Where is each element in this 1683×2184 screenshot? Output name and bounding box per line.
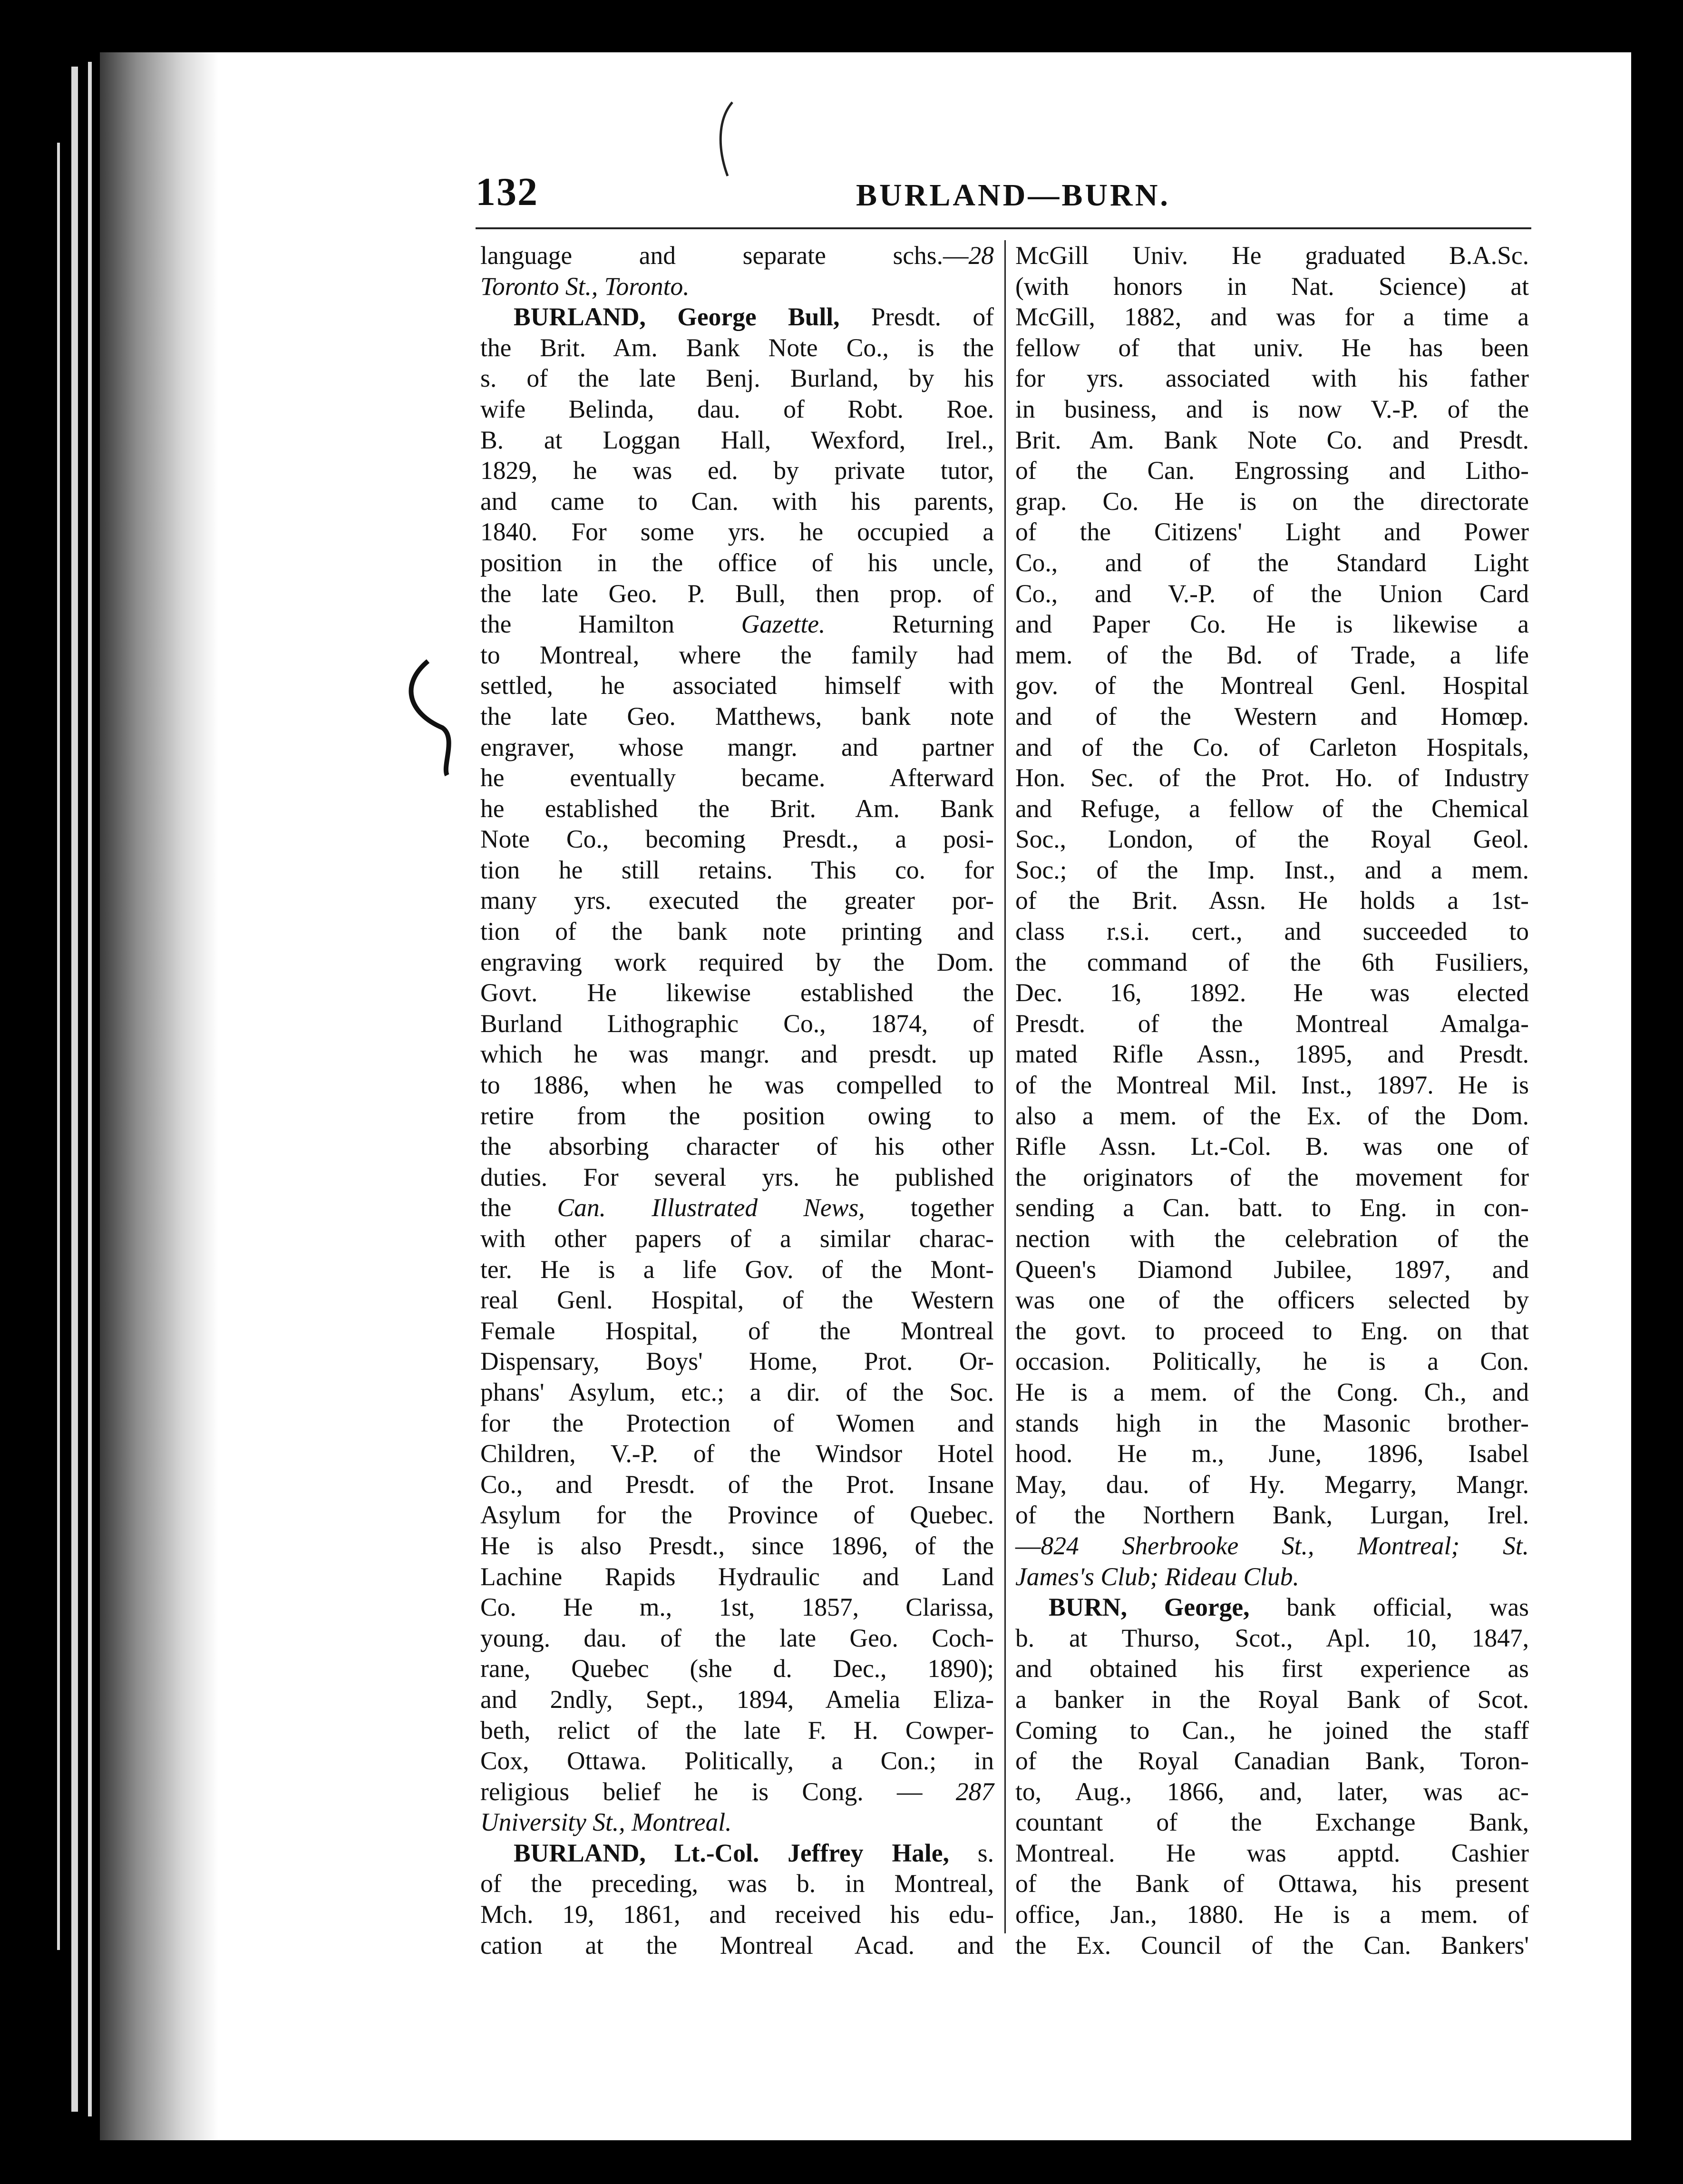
line-text: and Refuge, a fellow of the Chemical [1015, 794, 1529, 823]
text-line [1015, 1684, 1529, 1715]
text-line [1015, 1776, 1529, 1807]
line-text: — [1015, 1531, 1041, 1560]
text-line [480, 947, 994, 978]
text-line [1015, 1531, 1529, 1561]
line-text: May, dau. of Hy. Megarry, Mangr. [1015, 1470, 1529, 1499]
line-text: Rifle Assn. Lt.-Col. B. was one of [1015, 1132, 1529, 1161]
line-text: Presdt. of the Montreal Amalga- [1015, 1009, 1529, 1038]
line-text: occasion. Politically, he is a Con. [1015, 1347, 1529, 1376]
line-text: B. at Loggan Hall, Wexford, Irel., [480, 425, 994, 454]
text-line [1015, 701, 1529, 732]
text-line [480, 1715, 994, 1746]
line-text: with other papers of a similar charac- [480, 1224, 994, 1253]
text-line [1015, 1008, 1529, 1039]
line-text: of the Citizens' Light and Power [1015, 517, 1529, 546]
line-text: phans' Asylum, etc.; a dir. of the Soc. [480, 1377, 994, 1406]
italic-text: Gazette. [741, 610, 826, 639]
entry-name: BURN, George, [1049, 1593, 1250, 1622]
line-text: position in the office of his uncle, [480, 548, 994, 577]
line-text: beth, relict of the late F. H. Cowper- [480, 1716, 994, 1745]
line-text: s. of the late Benj. Burland, by his [480, 364, 994, 393]
line-text: and of the Western and Homœp. [1015, 702, 1529, 731]
text-line [480, 1008, 994, 1039]
text-line [1015, 793, 1529, 824]
text-line [1015, 1438, 1529, 1469]
line-text: for yrs. associated with his father [1015, 364, 1529, 393]
running-head: BURLAND—BURN. [856, 178, 1170, 213]
line-text: retire from the position owing to [480, 1101, 994, 1130]
line-text: (with honors in Nat. Science) at [1015, 272, 1529, 301]
line-text: the command of the 6th Fusiliers, [1015, 947, 1529, 976]
text-line [1015, 517, 1529, 547]
text-line [480, 363, 994, 394]
line-text: Montreal. He was apptd. Cashier [1015, 1838, 1529, 1867]
text-line [1015, 1899, 1529, 1930]
text-line [480, 885, 994, 916]
line-text: the late Geo. Matthews, bank note [480, 702, 994, 731]
right-column [1015, 240, 1529, 1960]
text-line [1015, 1408, 1529, 1439]
line-text: language and separate schs.— [480, 241, 969, 270]
text-line [480, 1838, 994, 1869]
line-text: b. at Thurso, Scot., Apl. 10, 1847, [1015, 1623, 1529, 1652]
italic-text: 824 Sherbrooke St., Montreal; St. [1041, 1531, 1529, 1560]
line-text: Cox, Ottawa. Politically, a Con.; in [480, 1746, 994, 1775]
line-text: of the Bank of Ottawa, his present [1015, 1869, 1529, 1898]
text-line [1015, 394, 1529, 425]
line-text: He is also Presdt., since 1896, of the [480, 1531, 994, 1560]
text-line [1015, 947, 1529, 978]
line-text: engraving work required by the Dom. [480, 947, 994, 976]
text-line [1015, 547, 1529, 578]
text-line [480, 1531, 994, 1561]
line-text: Co., and of the Standard Light [1015, 548, 1529, 577]
text-line [480, 1868, 994, 1899]
line-text: of the preceding, was b. in Montreal, [480, 1869, 994, 1898]
italic-text: University St., Montreal. [480, 1808, 732, 1837]
italic-text: 28 [968, 241, 994, 270]
text-line [480, 425, 994, 456]
line-text: the [480, 1193, 557, 1222]
line-text: settled, he associated himself with [480, 671, 994, 700]
text-line [1015, 1162, 1529, 1193]
line-text: engraver, whose mangr. and partner [480, 732, 994, 761]
text-line [480, 1500, 994, 1531]
line-text: Presdt. of [839, 302, 994, 332]
line-text: hood. He m., June, 1896, Isabel [1015, 1439, 1529, 1468]
line-text: to Montreal, where the family had [480, 640, 994, 669]
text-line [1015, 1101, 1529, 1131]
line-text: of the Can. Engrossing and Litho- [1015, 456, 1529, 485]
line-text: He is a mem. of the Cong. Ch., and [1015, 1377, 1529, 1406]
line-text: was one of the officers selected by [1015, 1286, 1529, 1315]
line-text: the Brit. Am. Bank Note Co., is the [480, 333, 994, 362]
text-line [480, 1899, 994, 1930]
text-line [1015, 977, 1529, 1008]
text-line [480, 1254, 994, 1285]
line-text: together [865, 1193, 994, 1222]
line-text: Note Co., becoming Presdt., a posi- [480, 825, 994, 854]
text-line [480, 793, 994, 824]
page-number: 132 [476, 170, 538, 214]
line-text: office, Jan., 1880. He is a mem. of [1015, 1900, 1529, 1929]
text-line [480, 547, 994, 578]
line-text: Soc., London, of the Royal Geol. [1015, 825, 1529, 854]
line-text: cation at the Montreal Acad. and [480, 1930, 994, 1960]
line-text: Lachine Rapids Hydraulic and Land [480, 1562, 994, 1591]
text-line [480, 1561, 994, 1592]
text-line [1015, 1285, 1529, 1316]
text-line [1015, 332, 1529, 363]
text-line [1015, 1715, 1529, 1746]
line-text: ter. He is a life Gov. of the Mont- [480, 1255, 994, 1284]
line-text: fellow of that univ. He has been [1015, 333, 1529, 362]
line-text: for the Protection of Women and [480, 1408, 994, 1437]
text-line [480, 1408, 994, 1439]
line-text: Female Hospital, of the Montreal [480, 1316, 994, 1345]
text-line [1015, 363, 1529, 394]
text-line [1015, 455, 1529, 486]
text-line [480, 1039, 994, 1070]
line-text: mem. of the Bd. of Trade, a life [1015, 640, 1529, 669]
text-line [480, 1592, 994, 1623]
text-line [480, 455, 994, 486]
line-text: nection with the celebration of the [1015, 1224, 1529, 1253]
text-line [480, 271, 994, 302]
text-line [1015, 670, 1529, 701]
line-text: duties. For several yrs. he published [480, 1162, 994, 1191]
text-line [1015, 1346, 1529, 1377]
line-text: he eventually became. Afterward [480, 763, 994, 792]
text-line [480, 332, 994, 363]
line-text: the late Geo. P. Bull, then prop. of [480, 579, 994, 608]
text-line [1015, 1653, 1529, 1684]
line-text: Coming to Can., he joined the staff [1015, 1716, 1529, 1745]
line-text: the Ex. Council of the Can. Bankers' [1015, 1930, 1529, 1960]
text-line [480, 609, 994, 640]
entry-name: BURLAND, Lt.-Col. Jeffrey Hale, [514, 1838, 949, 1867]
text-line [480, 517, 994, 547]
text-line [480, 1070, 994, 1101]
text-line [480, 1131, 994, 1162]
text-line [1015, 762, 1529, 793]
text-line [480, 486, 994, 517]
line-text: 1840. For some yrs. he occupied a [480, 517, 994, 546]
text-line [480, 1807, 994, 1838]
entry-name: BURLAND, George Bull, [514, 302, 840, 332]
line-text: and of the Co. of Carleton Hospitals, [1015, 732, 1529, 761]
line-text: and obtained his first experience as [1015, 1654, 1529, 1683]
line-text: McGill Univ. He graduated B.A.Sc. [1015, 241, 1529, 270]
line-text: Co., and Presdt. of the Prot. Insane [480, 1470, 994, 1499]
line-text: grap. Co. He is on the directorate [1015, 487, 1529, 516]
text-line [1015, 1316, 1529, 1346]
line-text: Dispensary, Boys' Home, Prot. Or- [480, 1347, 994, 1376]
italic-text: 287 [955, 1777, 994, 1806]
line-text: and Paper Co. He is likewise a [1015, 610, 1529, 639]
line-text: countant of the Exchange Bank, [1015, 1808, 1529, 1837]
line-text: 1829, he was ed. by private tutor, [480, 456, 994, 485]
text-line [480, 578, 994, 609]
line-text: mated Rifle Assn., 1895, and Presdt. [1015, 1040, 1529, 1069]
left-column [480, 240, 994, 1960]
text-line [1015, 640, 1529, 671]
line-text: a banker in the Royal Bank of Scot. [1015, 1685, 1529, 1714]
text-line [480, 1101, 994, 1131]
line-text: of the Royal Canadian Bank, Toron- [1015, 1746, 1529, 1775]
line-text: tion he still retains. This co. for [480, 855, 994, 884]
text-line [480, 1776, 994, 1807]
text-line [480, 1469, 994, 1500]
line-text: the govt. to proceed to Eng. on that [1015, 1316, 1529, 1345]
line-text: Soc.; of the Imp. Inst., and a mem. [1015, 855, 1529, 884]
text-line [1015, 1930, 1529, 1961]
text-line [1015, 425, 1529, 456]
text-line [480, 732, 994, 763]
text-line [1015, 1561, 1529, 1592]
text-line [1015, 1254, 1529, 1285]
text-line [1015, 1192, 1529, 1223]
text-line [480, 1745, 994, 1776]
line-text: sending a Can. batt. to Eng. in con- [1015, 1193, 1529, 1222]
text-line [480, 762, 994, 793]
italic-text: Can. Illustrated News, [557, 1193, 865, 1222]
text-line [480, 824, 994, 855]
text-line [1015, 240, 1529, 271]
text-line [1015, 271, 1529, 302]
column-divider [1004, 240, 1006, 1933]
line-text: which he was mangr. and presdt. up [480, 1040, 994, 1069]
text-line [480, 1346, 994, 1377]
header-rule [476, 227, 1531, 229]
page-header [476, 169, 1531, 221]
text-line [1015, 1223, 1529, 1254]
text-line [1015, 1838, 1529, 1869]
text-line [480, 670, 994, 701]
text-line [480, 1377, 994, 1408]
line-text: Returning [825, 610, 994, 639]
line-text: real Genl. Hospital, of the Western [480, 1286, 994, 1315]
line-text: Govt. He likewise established the [480, 978, 994, 1007]
text-line [1015, 486, 1529, 517]
text-line [1015, 1500, 1529, 1531]
text-line [1015, 1745, 1529, 1776]
line-text: rane, Quebec (she d. Dec., 1890); [480, 1654, 994, 1683]
text-line [1015, 609, 1529, 640]
line-text: Asylum for the Province of Quebec. [480, 1501, 994, 1530]
text-line [480, 1192, 994, 1223]
line-text: Co., and V.-P. of the Union Card [1015, 579, 1529, 608]
line-text: s. [949, 1838, 994, 1867]
line-text: bank official, was [1249, 1593, 1529, 1622]
text-line [1015, 855, 1529, 886]
text-line [480, 977, 994, 1008]
line-text: Queen's Diamond Jubilee, 1897, and [1015, 1255, 1529, 1284]
line-text: religious belief he is Cong. — [480, 1777, 956, 1806]
italic-text: James's Club; Rideau Club. [1015, 1562, 1299, 1591]
line-text: tion of the bank note printing and [480, 917, 994, 946]
text-line [1015, 732, 1529, 763]
text-line [480, 1653, 994, 1684]
line-text: and 2ndly, Sept., 1894, Amelia Eliza- [480, 1685, 994, 1714]
text-line [480, 1162, 994, 1193]
text-line [480, 394, 994, 425]
line-text: of the Montreal Mil. Inst., 1897. He is [1015, 1071, 1529, 1100]
text-line [1015, 578, 1529, 609]
text-line [480, 1223, 994, 1254]
text-line [1015, 1592, 1529, 1623]
text-line [480, 302, 994, 332]
text-line [480, 701, 994, 732]
line-text: also a mem. of the Ex. of the Dom. [1015, 1101, 1529, 1130]
margin-bracket-mark [390, 656, 471, 780]
text-line [480, 1930, 994, 1961]
line-text: in business, and is now V.-P. of the [1015, 394, 1529, 423]
line-text: and came to Can. with his parents, [480, 487, 994, 516]
line-text: the Hamilton [480, 610, 741, 639]
line-text: Dec. 16, 1892. He was elected [1015, 978, 1529, 1007]
line-text: McGill, 1882, and was for a time a [1015, 302, 1529, 332]
text-line [1015, 302, 1529, 332]
line-text: class r.s.i. cert., and succeeded to [1015, 917, 1529, 946]
text-line [1015, 916, 1529, 947]
text-line [1015, 1377, 1529, 1408]
text-line [1015, 1623, 1529, 1654]
line-text: the originators of the movement for [1015, 1162, 1529, 1191]
line-text: Burland Lithographic Co., 1874, of [480, 1009, 994, 1038]
text-line [1015, 1469, 1529, 1500]
line-text: young. dau. of the late Geo. Coch- [480, 1623, 994, 1652]
line-text: the absorbing character of his other [480, 1132, 994, 1161]
text-line [480, 855, 994, 886]
text-line [1015, 1070, 1529, 1101]
text-line [480, 1285, 994, 1316]
text-line [480, 916, 994, 947]
text-line [480, 1684, 994, 1715]
text-line [480, 1623, 994, 1654]
text-line [1015, 885, 1529, 916]
italic-text: Toronto St., Toronto. [480, 272, 690, 301]
line-text: of the Brit. Assn. He holds a 1st- [1015, 886, 1529, 915]
text-line [1015, 1807, 1529, 1838]
line-text: of the Northern Bank, Lurgan, Irel. [1015, 1501, 1529, 1530]
line-text: Hon. Sec. of the Prot. Ho. of Industry [1015, 763, 1529, 792]
text-line [1015, 1868, 1529, 1899]
text-line [1015, 824, 1529, 855]
line-text: Children, V.-P. of the Windsor Hotel [480, 1439, 994, 1468]
line-text: wife Belinda, dau. of Robt. Roe. [480, 394, 994, 423]
text-line [480, 640, 994, 671]
line-text: stands high in the Masonic brother- [1015, 1408, 1529, 1437]
line-text: Co. He m., 1st, 1857, Clarissa, [480, 1593, 994, 1622]
text-line [1015, 1039, 1529, 1070]
line-text: to, Aug., 1866, and, later, was ac- [1015, 1777, 1529, 1806]
text-line [480, 1438, 994, 1469]
line-text: Mch. 19, 1861, and received his edu- [480, 1900, 994, 1929]
line-text: gov. of the Montreal Genl. Hospital [1015, 671, 1529, 700]
line-text: Brit. Am. Bank Note Co. and Presdt. [1015, 425, 1529, 454]
text-line [480, 1316, 994, 1346]
page-gutter-shadow [100, 52, 219, 2140]
line-text: to 1886, when he was compelled to [480, 1071, 994, 1100]
text-line [480, 240, 994, 271]
text-line [1015, 1131, 1529, 1162]
line-text: he established the Brit. Am. Bank [480, 794, 994, 823]
line-text: many yrs. executed the greater por- [480, 886, 994, 915]
